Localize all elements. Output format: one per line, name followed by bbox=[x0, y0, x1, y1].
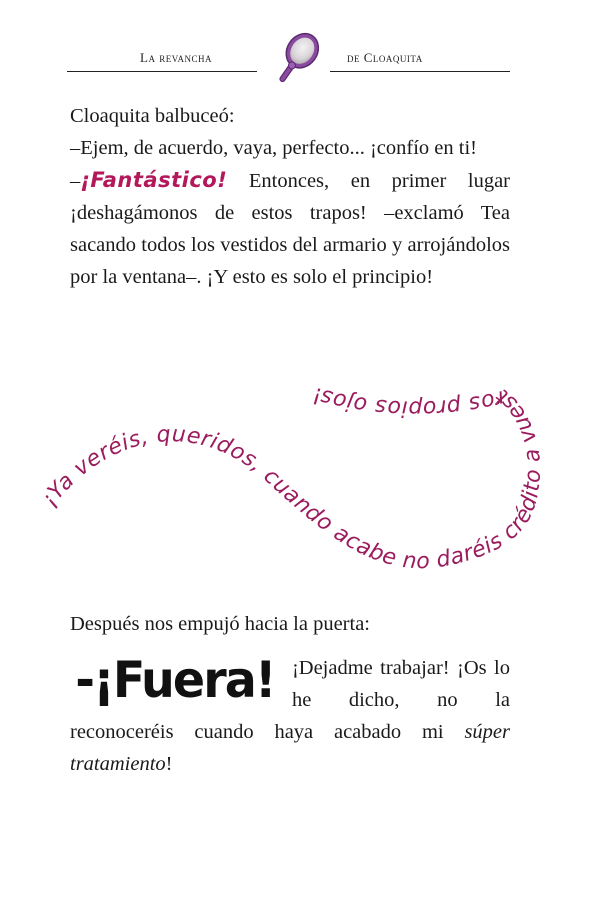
wave-text-path: ¡Ya veréis, queridos, cuando acabe no daréis crédito a vuestros propios ojos! bbox=[37, 382, 547, 575]
header-rule-left bbox=[67, 71, 257, 72]
super-tratamiento-emphasis: súper tratamiento bbox=[70, 721, 510, 775]
paragraph-fuera-text: ¡Dejadme trabajar! ¡Os lo he dicho, no la reconoceréis cuando haya acabado mi bbox=[70, 657, 510, 743]
body-text-bottom bbox=[70, 608, 510, 780]
paragraph-fuera bbox=[70, 652, 510, 780]
header-rule-right bbox=[330, 71, 510, 72]
paragraph-intro: Cloaquita balbuceó: bbox=[70, 105, 235, 127]
paragraph-fantastic bbox=[70, 164, 510, 293]
fantastic-word: ¡Fantástico! bbox=[80, 168, 228, 192]
header-title-left: La revancha bbox=[140, 50, 213, 65]
wave-text bbox=[37, 382, 546, 574]
paragraph-push: Después nos empujó hacia la puerta: bbox=[70, 613, 371, 635]
page-header bbox=[0, 28, 600, 88]
paragraph-fantastic-rest: Entonces, en primer lugar ¡deshagámonos de estos trapos! –exclamó Tea sacando todos los vestidos del armario y arrojándolos por la ventana–. ¡Y esto es solo el principio! bbox=[70, 170, 510, 288]
fantastic-dash: – bbox=[70, 170, 81, 192]
paragraph-fuera-end: ! bbox=[165, 753, 173, 775]
fuera-display-word: -¡Fuera! bbox=[75, 651, 275, 709]
header-title-right: de Cloaquita bbox=[347, 50, 423, 65]
body-text-top bbox=[70, 100, 510, 293]
paragraph-dialogue: –Ejem, de acuerdo, vaya, perfecto... ¡confío en ti! bbox=[70, 137, 477, 159]
hand-mirror-icon bbox=[270, 30, 326, 88]
wave-text-graphic bbox=[0, 360, 600, 600]
